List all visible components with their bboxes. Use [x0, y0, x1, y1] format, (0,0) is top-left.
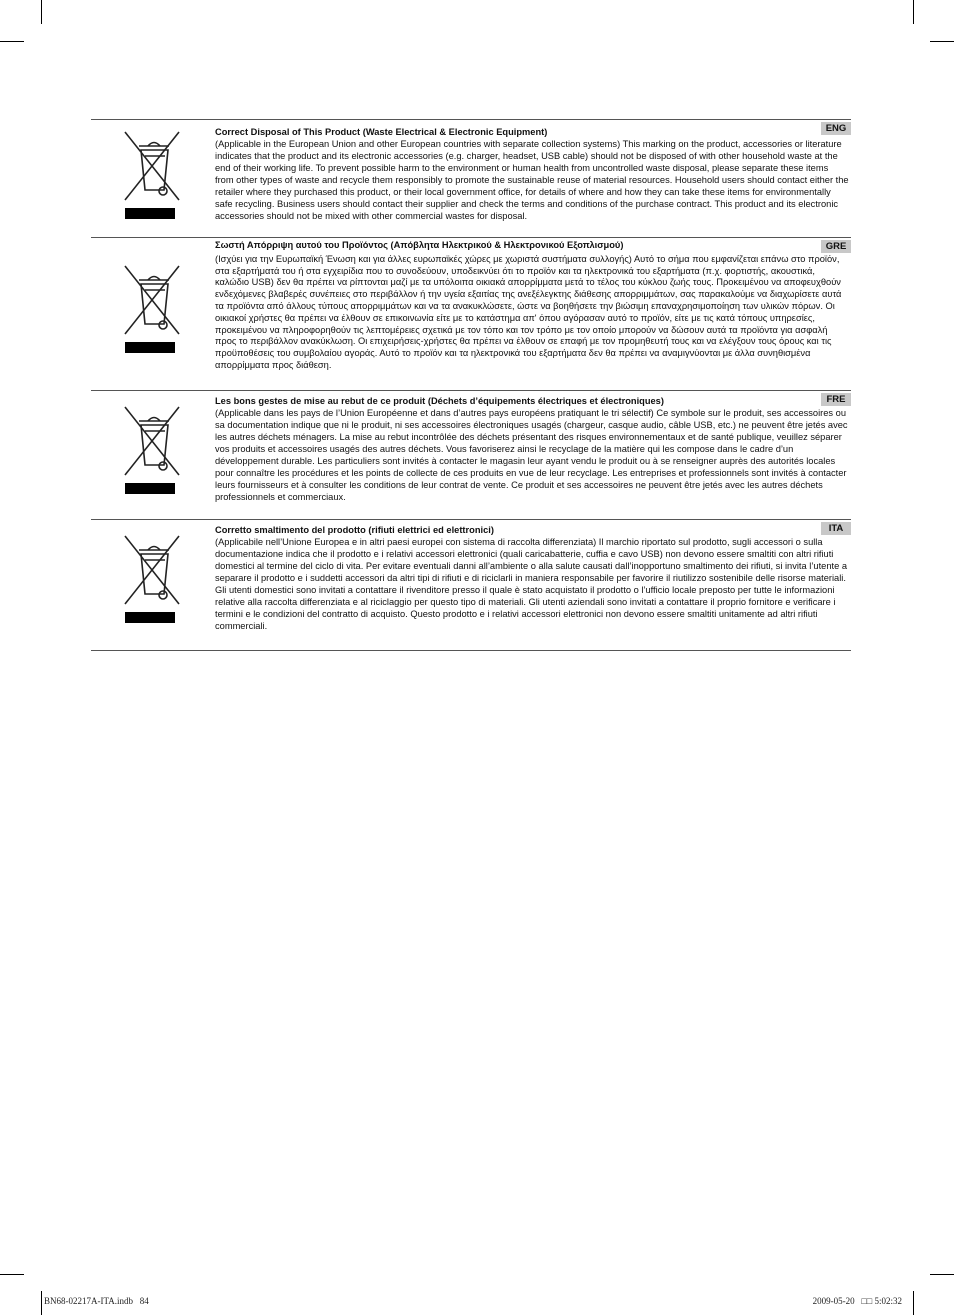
crossed-out-wheelie-bin-icon — [121, 130, 181, 202]
section-text — [215, 240, 849, 372]
section-text — [215, 126, 849, 222]
crop-mark — [913, 0, 914, 24]
section-text — [215, 395, 849, 503]
section-body: (Applicable dans les pays de l’Union Européenne et dans d’autres pays européens pratiquant le tri sélectif) Ce symbole sur le produit, ses accessoires ou sa documentation indique que ni le produit, ni ses accessoires électroniques usagés (chargeur, casque audio, câble USB, etc.) ne peuvent être jetés avec les autres déchets ménagers. La mise au rebut incontrôlée des déchets présentant des risques environnementaux et de santé publique, veuillez séparer vos produits et accessoires usagés des autres déchets. Vous favoriserez ainsi le recyclage de la matière qui les compose dans le cadre d’un développement durable. Les particuliers sont invités à contacter le magasin leur ayant vendu le produit ou à se renseigner auprès des autorités locales pour connaître les procédures et les points de collecte de ces produits en vue de leur recyclage. Les entreprises et professionnels sont invités à contacter leurs fournisseurs et à consulter les conditions de leur contrat de vente. Ce produit et ses accessoires ne peuvent être jetés avec les autres déchets professionnels et commerciaux. — [215, 408, 848, 502]
crop-mark — [41, 0, 42, 24]
language-badge: GRE — [821, 240, 851, 253]
crop-mark — [0, 1274, 24, 1275]
section-ita — [91, 519, 851, 651]
section-body: (Applicabile nell’Unione Europea e in altri paesi europei con sistema di raccolta differenziata) Il marchio riportato sul prodotto, sugli accessori o sulla documentazione indica che il prodotto e i relativi accessori elettronici (quali caricabatterie, cuffia e cavo USB) non devono essere smaltiti con altri rifiuti domestici al termine del ciclo di vita. Per evitare eventuali danni all’ambiente o alla salute causati dall’inopportuno smaltimento dei rifiuti, si invita l’utente a separare il prodotto e i suddetti accessori da altri tipi di rifiuti e di riciclarli in maniera responsabile per favorire il riutilizzo sostenibile delle risorse materiali. Gli utenti domestici sono invitati a contattare il rivenditore presso il quale è stato acquistato il prodotto o l’ufficio locale preposto per tutte le informazioni relative alla raccolta differenziata e al riciclaggio per questo tipo di materiali. Gli utenti aziendali sono invitati a contattare il proprio fornitore e verificare i termini e le condizioni del contratto di acquisto. Questo prodotto e i relativi accessori elettronici non devono essere smaltiti unitamente ad altri rifiuti commerciali. — [215, 537, 848, 631]
weee-bar — [125, 208, 175, 219]
weee-bin-block — [121, 130, 185, 219]
section-title: Les bons gestes de mise au rebut de ce produit (Déchets d’équipements électriques et électroniques) — [215, 396, 664, 406]
section-eng — [91, 119, 851, 237]
weee-bar — [125, 612, 175, 623]
crossed-out-wheelie-bin-icon — [121, 264, 181, 336]
crop-mark — [930, 1274, 954, 1275]
weee-bin-block — [121, 264, 185, 353]
footer-timestamp: 2009-05-20 □□ 5:02:32 — [812, 1296, 902, 1306]
weee-bin-block — [121, 405, 185, 494]
section-gre — [91, 237, 851, 390]
section-body: (Ισχύει για την Ευρωπαϊκή Ένωση και για άλλες ευρωπαϊκές χώρες με χωριστά συστήματα συλλογής) Αυτό το σήμα που εμφανίζεται επάνω στο προϊόν, στα εξαρτήματά του ή στα εγχειρίδια που το συνοδεύουν, υποδεικνύει ότι το προϊόν και τα ηλεκτρονικά του εξαρτήματα (π.χ. φορτιστής, ακουστικά, καλώδιο USB) δεν θα πρέπει να ρίπτονται μαζί με τα υπόλοιπα οικιακά απορρίμματα μετά το τέλος του κύκλου ζωής τους. Προκειμένου να αποφευχθούν ενδεχόμενες βλαβερές συνέπειες στο περιβάλλον ή την υγεία εξαιτίας της ανεξέλεγκτης διάθεσης απορριμμάτων, σας παρακαλούμε να διαχωρίσετε αυτά τα προϊόντα από άλλους τύπους απορριμμάτων και να τα ανακυκλώσετε, ώστε να βοηθήσετε την βιώσιμη επαναχρησιμοποίηση των υλικών πόρων. Οι οικιακοί χρήστες θα πρέπει να έλθουν σε επικοινωνία είτε με το κατάστημα απ' όπου αγόρασαν αυτό το προϊόν, είτε με τις κατά τόπους υπηρεσίες, προκειμένου να πληροφορηθούν τις λεπτομέρειες σχετικά με τον τόπο και τον τρόπο με τον οποίο μπορούν να δώσουν αυτά τα προϊόντα για ασφαλή προς το περιβάλλον ανακύκλωση. Οι επιχειρήσεις-χρήστες θα πρέπει να έλθουν σε επαφή με τον προμηθευτή τους και να ελέγξουν τους όρους και τις προϋποθέσεις του συμβολαίου αγοράς. Αυτό το προϊόν και τα ηλεκτρονικά του εξαρτήματα δεν θα πρέπει να αναμιγνύονται με άλλα συνηθισμένα απορρίμματα προς διάθεση. — [215, 253, 842, 370]
crop-mark — [913, 1291, 914, 1315]
section-title: Corretto smaltimento del prodotto (rifiuti elettrici ed elettronici) — [215, 525, 494, 535]
section-fre — [91, 390, 851, 519]
crop-mark — [41, 1291, 42, 1315]
section-body: (Applicable in the European Union and other European countries with separate collection systems) This marking on the product, accessories or literature indicates that the product and its electronic accessories (e.g. charger, headset, USB cable) should not be disposed of with other household waste at the end of their working life. To prevent possible harm to the environment or human health from uncontrolled waste disposal, please separate these items from other types of waste and recycle them responsibly to promote the sustainable reuse of material resources. Household users should contact either the retailer where they purchased this product, or their local government office, for details of where and how they can take these items for environmentally safe recycling. Business users should contact their supplier and check the terms and conditions of the purchase contract. This product and its electronic accessories should not be mixed with other commercial wastes for disposal. — [215, 139, 849, 221]
crossed-out-wheelie-bin-icon — [121, 534, 181, 606]
weee-bar — [125, 342, 175, 353]
weee-disposal-sections — [91, 119, 851, 651]
weee-bin-block — [121, 534, 185, 623]
section-title: Σωστή Απόρριψη αυτού του Προϊόντος (Απόβλητα Ηλεκτρικού & Ηλεκτρονικού Εξοπλισμού) — [215, 240, 624, 250]
crop-mark — [0, 41, 24, 42]
section-title: Correct Disposal of This Product (Waste Electrical & Electronic Equipment) — [215, 127, 548, 137]
footer-file-info: BN68-02217A-ITA.indb 84 — [44, 1296, 149, 1306]
language-badge: FRE — [821, 393, 851, 406]
language-badge: ENG — [821, 122, 851, 135]
section-text — [215, 524, 849, 632]
crop-mark — [930, 41, 954, 42]
crossed-out-wheelie-bin-icon — [121, 405, 181, 477]
language-badge: ITA — [821, 522, 851, 535]
weee-bar — [125, 483, 175, 494]
